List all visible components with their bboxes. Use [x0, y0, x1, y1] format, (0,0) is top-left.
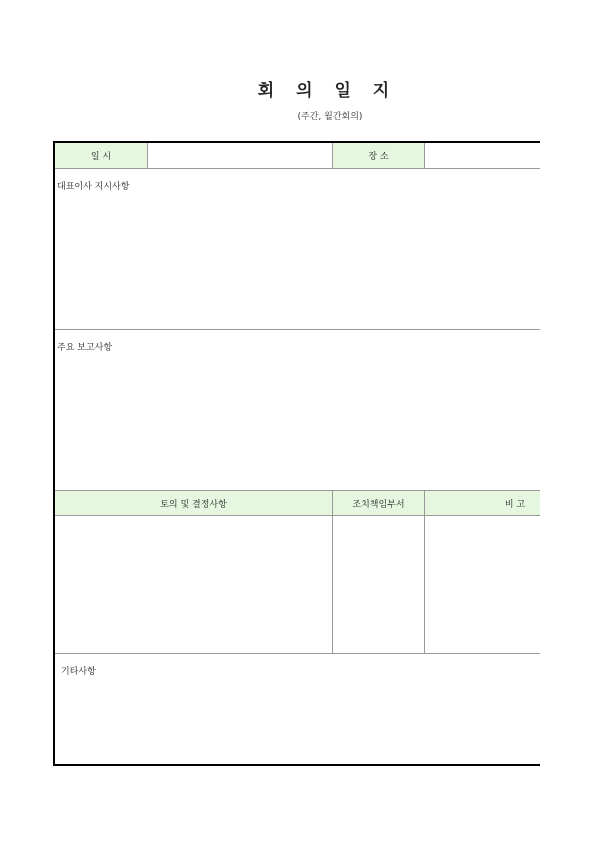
- info-row: [55, 143, 540, 169]
- decision-table-header: [55, 490, 540, 516]
- ceo-instructions-section[interactable]: [55, 169, 540, 330]
- place-field[interactable]: [425, 143, 540, 168]
- meeting-log-form: [53, 141, 540, 766]
- other-matters-section[interactable]: [55, 654, 540, 766]
- datetime-label: 일 시: [55, 143, 148, 168]
- responsible-dept-column-header: 조치책임부서: [333, 491, 425, 515]
- place-label: 장 소: [333, 143, 425, 168]
- decision-table-body: [55, 516, 540, 654]
- decisions-column-header: 토의 및 결정사항: [55, 491, 333, 515]
- decisions-cell[interactable]: [55, 516, 333, 653]
- document-subtitle: (주간, 월간회의): [297, 112, 363, 122]
- datetime-field[interactable]: [148, 143, 333, 168]
- other-matters-label: 기타사항: [61, 667, 96, 677]
- responsible-dept-cell[interactable]: [333, 516, 425, 653]
- document-title: 회 의 일 지: [257, 81, 398, 101]
- main-reports-label: 주요 보고사항: [57, 343, 113, 353]
- remarks-column-header: 비 고: [425, 491, 540, 515]
- ceo-instructions-label: 대표이사 지시사항: [57, 182, 130, 192]
- remarks-cell[interactable]: [425, 516, 540, 653]
- main-reports-section[interactable]: [55, 330, 540, 490]
